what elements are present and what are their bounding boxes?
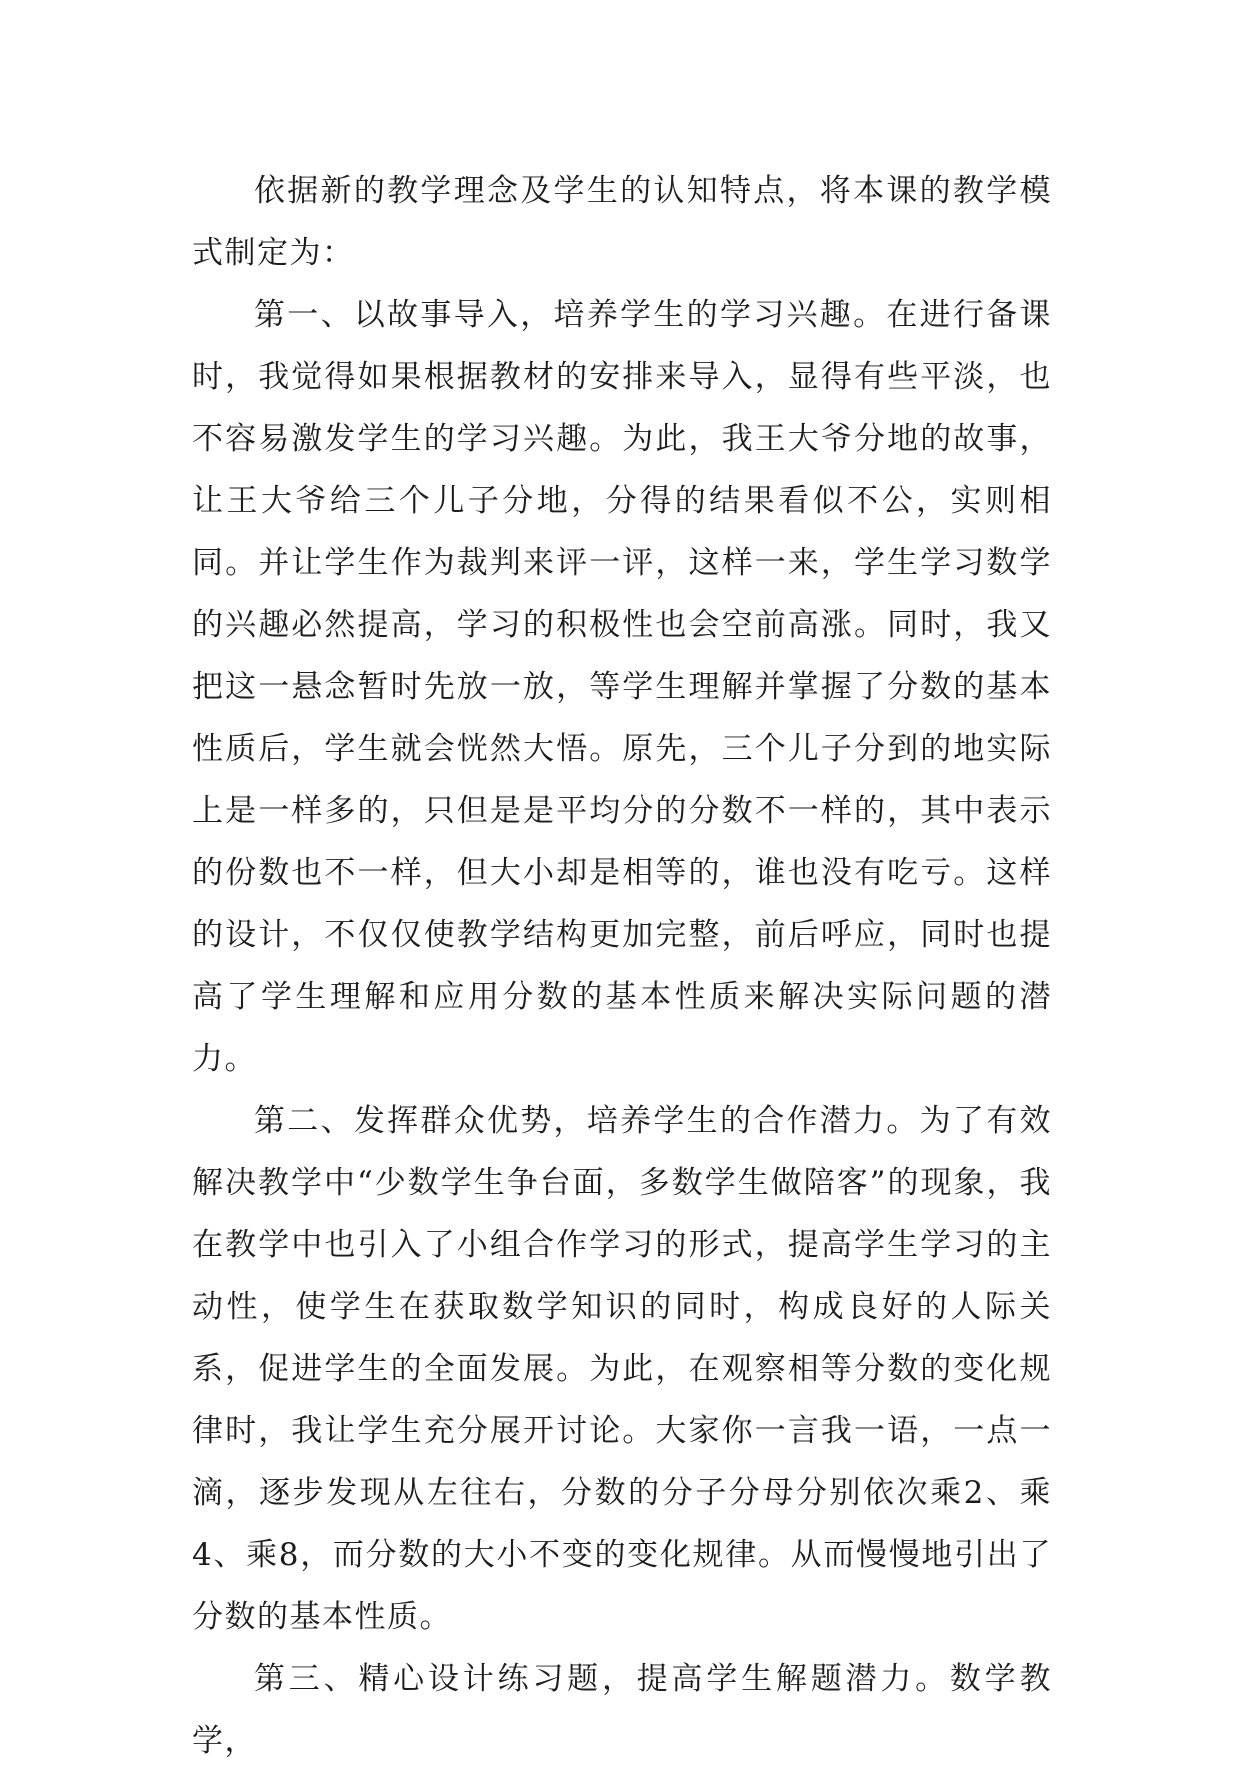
paragraph-third-point: 第三、精心设计练习题，提高学生解题潜力。数学教学， xyxy=(192,1661,1052,1759)
paragraph-intro: 依据新的教学理念及学生的认知特点，将本课的教学模式制定为： xyxy=(192,173,1052,271)
paragraph-first-point: 第一、以故事导入，培养学生的学习兴趣。在进行备课时，我觉得如果根据教材的安排来导入，显得有些平淡，也不容易激发学生的学习兴趣。为此，我王大爷分地的故事，让王大爷给三个儿子分地，分得的结果看似不公，实则相同。并让学生作为裁判来评一评，这样一来，学生学习数学的兴趣必然提高，学习的积极性也会空前高涨。同时，我又把这一悬念暂时先放一放，等学生理解并掌握了分数的基本性质后，学生就会恍然大悟。原先，三个儿子分到的地实际上是一样多的，只但是是平均分的分数不一样的，其中表示的份数也不一样，但大小却是相等的，谁也没有吃亏。这样的设计，不仅仅使教学结构更加完整，前后呼应，同时也提高了学生理解和应用分数的基本性质来解决实际问题的潜力。 xyxy=(192,297,1052,1077)
paragraph-second-point: 第二、发挥群众优势，培养学生的合作潜力。为了有效解决教学中“少数学生争台面，多数学生做陪客”的现象，我在教学中也引入了小组合作学习的形式，提高学生学习的主动性，使学生在获取数学知识的同时，构成良好的人际关系，促进学生的全面发展。为此，在观察相等分数的变化规律时，我让学生充分展开讨论。大家你一言我一语，一点一滴，逐步发现从左往右，分数的分子分母分别依次乘2、乘4、乘8，而分数的大小不变的变化规律。从而慢慢地引出了分数的基本性质。 xyxy=(192,1103,1052,1635)
document-body xyxy=(192,160,1052,1772)
